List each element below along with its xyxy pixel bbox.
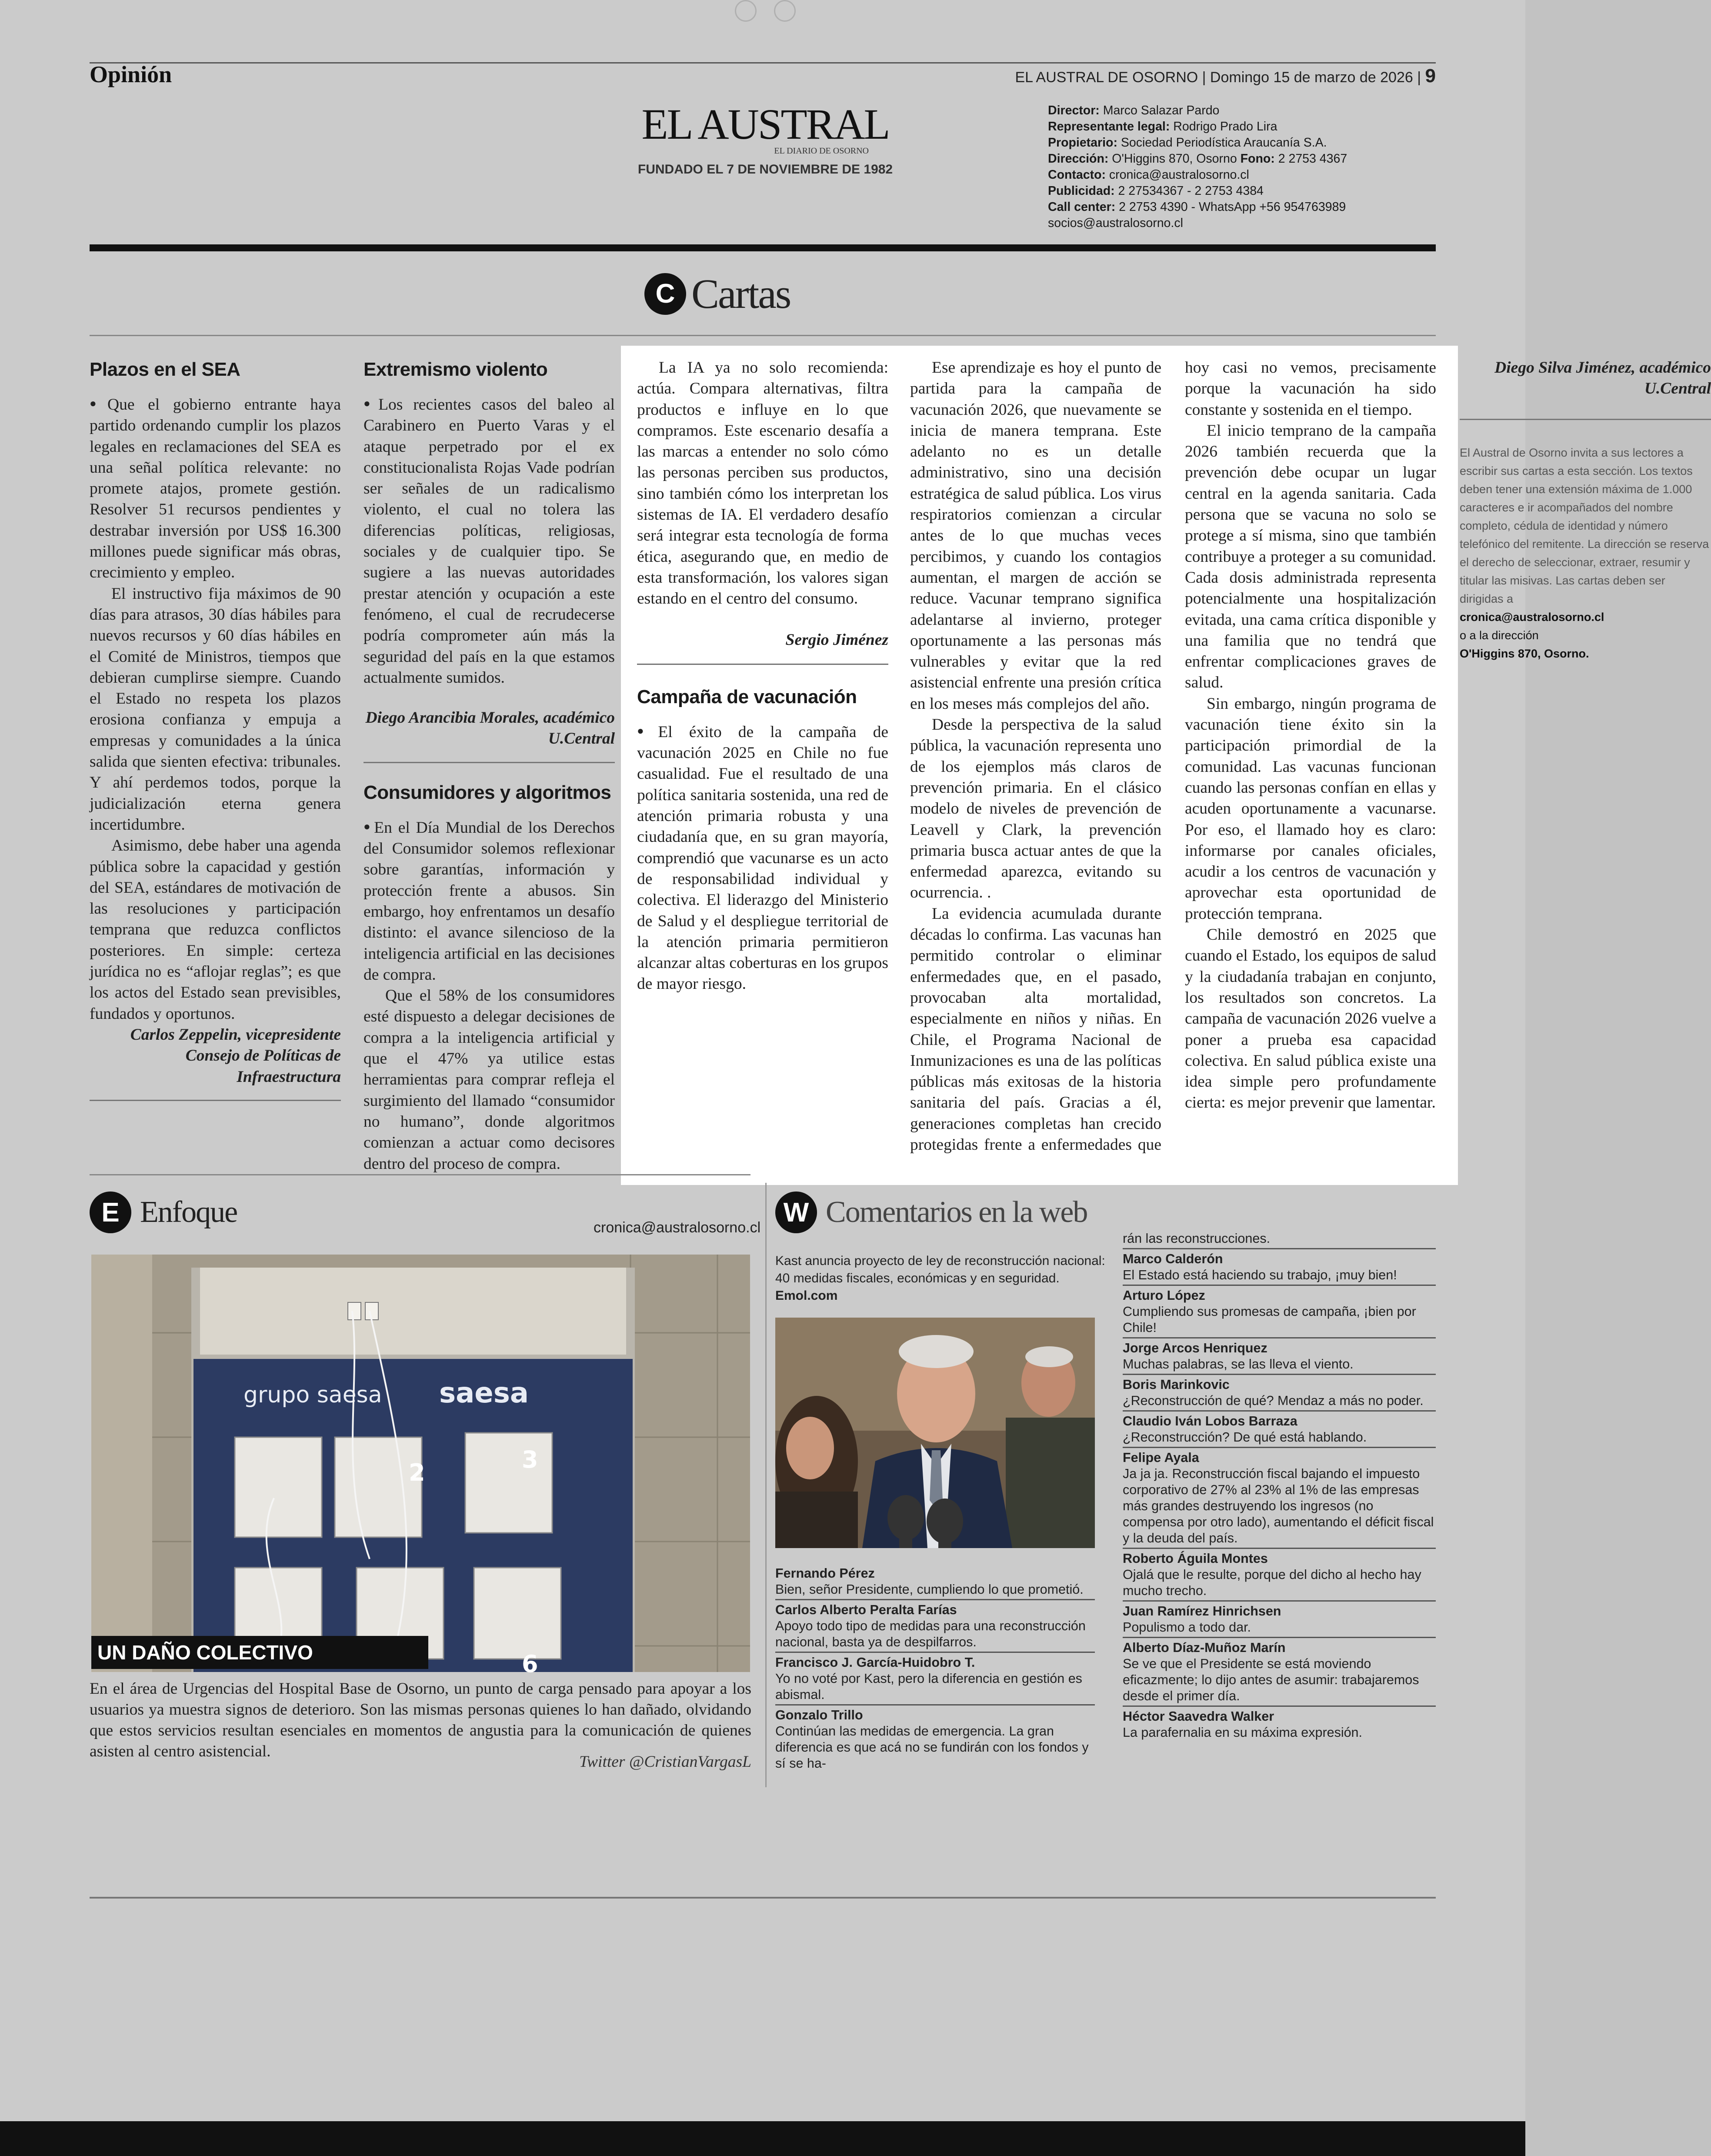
separator bbox=[637, 664, 888, 665]
viewer-bottom-bar bbox=[0, 2121, 1525, 2156]
letter-plazos-sea bbox=[90, 357, 341, 1118]
photo-number: 3 bbox=[522, 1446, 538, 1473]
enfoque-text: En el área de Urgencias del Hospital Base de Osorno, un punto de carga pensado para apoyar a los usuarios ya muestra signos de deterioro. Son las mismas personas quienes lo han dañado, olvidando que estos servicios resultan esenciales en momentos de angustia para la comunicación de quienes asisten al centro asistencial. bbox=[90, 1680, 751, 1760]
comment bbox=[775, 1564, 1095, 1600]
dateline bbox=[1015, 65, 1436, 87]
letter-paragraph: Asimismo, debe haber una agenda pública sobre la capacidad y gestión del SEA, estándares de motivación de las resoluciones y participación temprana que reduzca conflictos posteriores. En simple: certeza jurídica no es “aflojar reglas”; es que los actos del Estado sean previsibles, fundados y oportunos. bbox=[90, 837, 341, 1023]
letter-title: Consumidores y algoritmos bbox=[364, 781, 611, 803]
staff-line: Director: Marco Salazar Pardo bbox=[1048, 103, 1220, 117]
comment-text: Continúan las medidas de emergencia. La gran diferencia es que acá no se fundirán con los fondos y sí se ha- bbox=[775, 1724, 1089, 1771]
comment-author: Fernando Pérez bbox=[775, 1566, 875, 1581]
section-name: Opinión bbox=[90, 61, 172, 87]
charging-station-illustration bbox=[91, 1255, 750, 1678]
letter-paragraph: El instructivo fija máximos de 90 días para atrasos, 30 días hábiles para nuevos recursos y 60 días hábiles en el Comité de Ministros, tiempos que debieran cumplirse siempre. Cuando el Estado no respeta los plazos erosiona confianza y empuja a empresas y comunidades a la única salida que sienten efectiva: tribunales. Y ahí perdemos todos, porque la judicialización eterna genera incertidumbre. bbox=[90, 584, 341, 834]
comment-author: Jorge Arcos Henriquez bbox=[1123, 1341, 1267, 1355]
column-divider bbox=[765, 1183, 767, 1787]
enfoque-letter-badge: E bbox=[90, 1191, 131, 1233]
separator bbox=[90, 1100, 341, 1101]
letter-paragraph: Ese aprendizaje es hoy el punto de partida para la campaña de vacunación 2026, que nuevamente se inicia de manera temprana. Este adelanto no es un detalle administrativo, sino una decisión estratégica de salud pública. Los virus respiratorios comienzan a circular antes de lo que muchas veces percibimos, y cuando los contagios aumentan, el margen de acción se reduce. Vacunar temprano significa adelantarse al invierno, proteger oportunamente a las personas más vulnerables y evitar que la red asistencial enfrente una presión crítica en los meses más complejos del año. bbox=[910, 359, 1161, 713]
separator bbox=[1460, 419, 1711, 420]
comment-author: Boris Marinkovic bbox=[1123, 1377, 1230, 1392]
comments-column-right bbox=[1123, 1229, 1436, 1742]
page-nav[interactable] bbox=[735, 0, 796, 22]
vacunacion-continuation bbox=[910, 357, 1711, 1162]
staff-line: Contacto: cronica@australosorno.cl bbox=[1048, 168, 1249, 182]
staff-box bbox=[1048, 103, 1439, 231]
photo-number: 2 bbox=[409, 1459, 425, 1486]
staff-line: Publicidad: 2 27534367 - 2 2753 4384 bbox=[1048, 184, 1264, 198]
note-email[interactable]: cronica@australosorno.cl bbox=[1460, 610, 1604, 624]
note-address: O'Higgins 870, Osorno. bbox=[1460, 647, 1589, 660]
masthead-logo: EL AUSTRAL bbox=[641, 100, 889, 148]
comment bbox=[1123, 1602, 1436, 1638]
header-top-rule bbox=[90, 62, 1436, 63]
comments-column-left bbox=[775, 1564, 1095, 1773]
next-page-icon[interactable] bbox=[774, 0, 796, 22]
enfoque-heading bbox=[90, 1191, 237, 1233]
web-title: Comentarios en la web bbox=[826, 1195, 1087, 1229]
comment-text: Se ve que el Presidente se está moviendo eficazmente; lo dijo antes de asumir: trabajaremos desde el primer día. bbox=[1123, 1656, 1419, 1703]
comment bbox=[775, 1705, 1095, 1773]
comment-author: Alberto Díaz-Muñoz Marín bbox=[1123, 1640, 1286, 1655]
staff-line: Propietario: Sociedad Periodística Araucanía S.A. bbox=[1048, 136, 1327, 150]
enfoque-photo bbox=[91, 1255, 750, 1678]
comment-text: La parafernalia en su máxima expresión. bbox=[1123, 1725, 1362, 1740]
comment-author: Gonzalo Trillo bbox=[775, 1708, 863, 1722]
column-two bbox=[364, 357, 615, 1175]
dateline-text: EL AUSTRAL DE OSORNO | Domingo 15 de marzo de 2026 | bbox=[1015, 69, 1421, 86]
comment-text: Cumpliendo sus promesas de campaña, ¡bien por Chile! bbox=[1123, 1304, 1416, 1335]
comment bbox=[1123, 1338, 1436, 1375]
letter-paragraph: La evidencia acumulada durante décadas lo confirma. Las vacunas han permitido controlar o eliminar enfermedades que, en el pasado, provocaban alta mortalidad, especialmente en niños y niñas. En Chile, el Programa Nacional de Inmunizaciones es una de las políticas públicas más exitosas de la historia sanitaria del país. Gracias a él, generaciones completas han crecido protegidas frente a enfermedades que hoy casi no vemos, precisamente porque la vacunación ha sido constante y sostenida en el tiempo. bbox=[910, 359, 1436, 1154]
enfoque-title: Enfoque bbox=[140, 1195, 237, 1229]
enfoque-signature[interactable]: Twitter @CristianVargasL bbox=[579, 1753, 751, 1771]
letter-signature: Diego Arancibia Morales, académico U.Central bbox=[365, 709, 615, 748]
enfoque-email[interactable]: cronica@australosorno.cl bbox=[594, 1219, 761, 1236]
comment-author: Carlos Alberto Peralta Farías bbox=[775, 1602, 957, 1617]
letter-paragraph: ● El éxito de la campaña de vacunación 2025 en Chile no fue casualidad. Fue el resultado de una política sanitaria sostenida, una red de atención primaria robusta y una ciudadanía que, en su gran mayoría, comprendió que vacunarse es un acto de responsabilidad individual y colectiva. El liderazgo del Ministerio de Salud y el despliegue territorial de la atención primaria permitieron alcanzar altas coberturas en los grupos de mayor riesgo. bbox=[637, 721, 888, 995]
letter-paragraph: Sin embargo, ningún programa de vacunación tiene éxito sin la participación primordial de la comunidad. Las vacunas funcionan cuando las personas confían en ellas y acuden oportunamente a vacunarse. Por eso, el llamado hoy es claro: informarse por canales oficiales, acudir a los centros de vacunación y aprovechar esta oportunidad de protección temprana. bbox=[1185, 694, 1436, 923]
web-photo bbox=[775, 1318, 1095, 1548]
comment bbox=[775, 1600, 1095, 1653]
masthead bbox=[635, 100, 896, 177]
web-heading bbox=[775, 1191, 1087, 1233]
comment-author: Francisco J. García-Huidobro T. bbox=[775, 1655, 975, 1670]
comment-text: Ojalá que le resulte, porque del dicho al hecho hay mucho trecho. bbox=[1123, 1567, 1421, 1598]
comment-author: Héctor Saavedra Walker bbox=[1123, 1709, 1274, 1724]
web-letter-badge: W bbox=[775, 1191, 817, 1233]
comment-author: Felipe Ayala bbox=[1123, 1450, 1199, 1465]
comment bbox=[1123, 1707, 1436, 1742]
enfoque-caption-title: UN DAÑO COLECTIVO bbox=[91, 1636, 428, 1669]
staff-line: Dirección: O'Higgins 870, Osorno Fono: 2 2753 4367 bbox=[1048, 152, 1347, 166]
comment bbox=[1123, 1412, 1436, 1448]
cartas-title: Cartas bbox=[691, 270, 790, 317]
staff-line: socios@australosorno.cl bbox=[1048, 216, 1183, 230]
comment bbox=[1123, 1249, 1436, 1286]
lower-section-rule bbox=[90, 1174, 750, 1175]
photo-brand-1: grupo saesa bbox=[243, 1382, 382, 1408]
letter-title: Plazos en el SEA bbox=[90, 359, 240, 380]
letter-signature: Diego Silva Jiménez, académico U.Central bbox=[1494, 359, 1711, 398]
note-or: o a la dirección bbox=[1460, 628, 1539, 642]
masthead-founded: FUNDADO EL 7 DE NOVIEMBRE DE 1982 bbox=[637, 162, 893, 177]
letter-paragraph: ● Que el gobierno entrante haya partido ordenando cumplir los plazos legales en reclamaciones del SEA es una señal política relevante: no promete atajos, promete gestión. Resolver 51 recursos pendientes y destrabar inversión por US$ 16.300 millones puede significar más obras, crecimiento y empleo. bbox=[90, 393, 341, 584]
photo-number: 6 bbox=[522, 1650, 538, 1678]
cartas-rule bbox=[90, 335, 1436, 336]
comment-text: Ja ja ja. Reconstrucción fiscal bajando el impuesto corporativo de 27% al 23% al 1% de las empresas más grandes destruyendo los ingresos (no compensa por otro lado), aumentando el déficit fiscal y la deuda del país. bbox=[1123, 1466, 1434, 1545]
letter-paragraph: El inicio temprano de la campaña 2026 también recuerda que la prevención debe ocupar un lugar central en la agenda sanitaria. Cada persona que se vacuna no solo se protege a sí misma, sino que también contribuye a proteger a su comunidad. Cada dosis administrada representa potencialmente una hospitalización evitada, una cama crítica disponible y una familia que no tendrá que enfrentar complicaciones graves de salud. bbox=[1185, 421, 1436, 692]
letter-paragraph: Chile demostró en 2025 que cuando el Estado, los equipos de salud y la ciudadanía trabajan en conjunto, los resultados son concretos. La campaña de vacunación 2026 vuelve a poner a prueba esa capacidad colectiva. En salud pública existe una idea simple pero profundamente cierta: es mejor prevenir que lamentar. bbox=[1185, 926, 1437, 1112]
comment bbox=[1123, 1448, 1436, 1549]
cartas-letter-badge: C bbox=[644, 273, 686, 315]
letter-paragraph: Desde la perspectiva de la salud pública, la vacunación representa uno de los ejemplos más claros de prevención primaria. En el clásico modelo de niveles de prevención de Leavell y Clark, la prevención primaria busca actuar antes de que la enfermedad aparezca, evitando su ocurrencia. . bbox=[910, 716, 1161, 902]
comment-author: Juan Ramírez Hinrichsen bbox=[1123, 1604, 1281, 1619]
prev-page-icon[interactable] bbox=[735, 0, 757, 22]
masthead-tagline: EL DIARIO DE OSORNO bbox=[774, 146, 869, 156]
letter-title: Campaña de vacunación bbox=[637, 686, 857, 708]
comment-author: Roberto Águila Montes bbox=[1123, 1551, 1268, 1566]
comment-text: Bien, señor Presidente, cumpliendo lo que prometió. bbox=[775, 1582, 1084, 1597]
letter-signature: Sergio Jiménez bbox=[785, 631, 888, 649]
comment bbox=[1123, 1375, 1436, 1412]
header-thick-rule bbox=[90, 244, 1436, 251]
photo-brand-2: saesa bbox=[439, 1377, 529, 1409]
comment-author: Marco Calderón bbox=[1123, 1252, 1223, 1266]
submission-note bbox=[1460, 444, 1711, 663]
bottom-rule bbox=[90, 1897, 1436, 1899]
comment-author: Claudio Iván Lobos Barraza bbox=[1123, 1414, 1297, 1428]
web-lead-source[interactable]: Emol.com bbox=[775, 1288, 838, 1303]
comment-text: Yo no voté por Kast, pero la diferencia en gestión es abismal. bbox=[775, 1671, 1082, 1702]
letter-paragraph: ● Los recientes casos del baleo al Carabinero en Puerto Varas y el ataque perpetrado por el ex constitucionalista Rojas Vade podrían ser señales de un radicalismo violento, el cual no tolera las diferencias políticas, religiosas, sociales y de cualquier tipo. Se sugiere a las nuevas autoridades prestar atención y ocupación a este fenómeno, el cual de recrudecerse podría comprometer aún más la seguridad del país en la que estamos actualmente sumidos. bbox=[364, 393, 615, 688]
comment-text: Apoyo todo tipo de medidas para una reconstrucción nacional, basta ya de despilfarros. bbox=[775, 1619, 1086, 1649]
comment bbox=[775, 1653, 1095, 1705]
comment-text: ¿Reconstrucción de qué? Mendaz a más no poder. bbox=[1123, 1393, 1424, 1408]
comment-continuation: rán las reconstrucciones. bbox=[1123, 1229, 1436, 1249]
letter-paragraph: ● En el Día Mundial de los Derechos del Consumidor solemos reflexionar sobre garantías, información y protección frente a abusos. Sin embargo, hoy enfrentamos un desafío distinto: el avance silencioso de la inteligencia artificial en las decisiones de compra. bbox=[364, 816, 615, 985]
comment-text: ¿Reconstrucción? De qué está hablando. bbox=[1123, 1430, 1367, 1445]
staff-line: Representante legal: Rodrigo Prado Lira bbox=[1048, 120, 1277, 133]
separator bbox=[364, 762, 615, 763]
letter-paragraph: Que el 58% de los consumidores esté dispuesto a delegar decisiones de compra a la inteligencia artificial y que el 47% ya utilice estas herramientas para comprar refleja el surgimiento del llamado “consumidor no humano”, donde algoritmos comienzan a actuar como decisores dentro del proceso de compra. bbox=[364, 987, 615, 1173]
page-number: 9 bbox=[1425, 65, 1436, 87]
letter-signature: Carlos Zeppelin, vicepresidente Consejo de Políticas de Infraestructura bbox=[130, 1025, 341, 1086]
comment bbox=[1123, 1549, 1436, 1602]
comment-text: Muchas palabras, se las lleva el viento. bbox=[1123, 1357, 1354, 1372]
web-lead bbox=[775, 1252, 1106, 1305]
press-conference-illustration bbox=[775, 1318, 1095, 1548]
staff-line: Call center: 2 2753 4390 - WhatsApp +56 954763989 bbox=[1048, 200, 1346, 214]
note-text: El Austral de Osorno invita a sus lectores a escribir sus cartas a esta sección. Los textos deben tener una extensión máxima de 1.000 caracteres e ir acompañados del nombre completo, cédula de identidad y número telefónico del remitente. La dirección se reserva el derecho de seleccionar, extraer, resumir y titular las misivas. Las cartas deben ser dirigidas a bbox=[1460, 446, 1709, 605]
comment bbox=[1123, 1286, 1436, 1338]
comment-author: Arturo López bbox=[1123, 1288, 1205, 1303]
letter-title: Extremismo violento bbox=[364, 359, 548, 380]
letter-paragraph: La IA ya no solo recomienda: actúa. Compara alternativas, filtra productos e influye en lo que compramos. Este escenario desafía a las marcas a entender no solo cómo las personas perciben sus productos, sino también cómo los interpretan los sistemas de IA. El verdadero desafío será integrar esta tecnología de forma ética, asegurando que, en medio de esta transformación, los valores sigan estando en el centro del consumo. bbox=[637, 359, 888, 608]
comment bbox=[1123, 1638, 1436, 1707]
column-three bbox=[637, 357, 888, 995]
comment-text: El Estado está haciendo su trabajo, ¡muy bien! bbox=[1123, 1268, 1397, 1282]
comment-text: Populismo a todo dar. bbox=[1123, 1620, 1251, 1635]
web-lead-text: Kast anuncia proyecto de ley de reconstrucción nacional: 40 medidas fiscales, económicas y en seguridad. bbox=[775, 1254, 1105, 1285]
cartas-heading bbox=[644, 270, 790, 318]
